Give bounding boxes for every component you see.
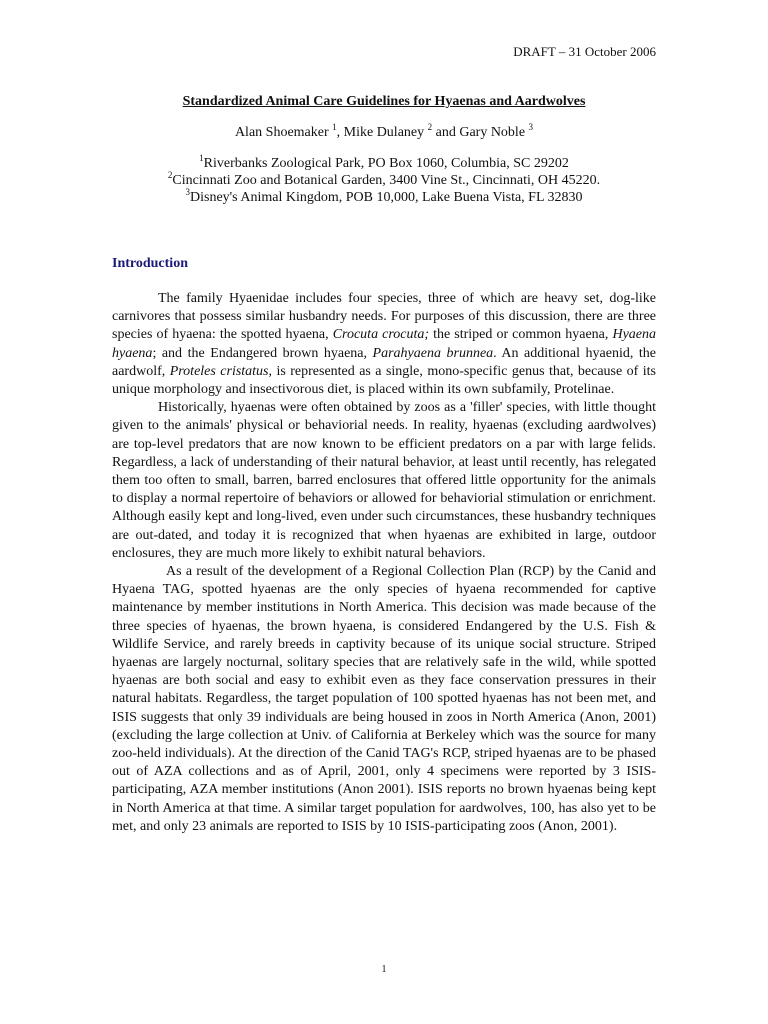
affiliation-marker: 1 <box>199 153 204 163</box>
affiliation-list <box>0 155 768 206</box>
author-line <box>0 124 768 141</box>
title-block <box>0 94 768 206</box>
paragraph <box>112 290 656 399</box>
author-affiliation-marker: 1 <box>332 122 337 132</box>
species-name: Hyaena hyaena <box>112 327 656 361</box>
affiliation-text: Riverbanks Zoological Park, PO Box 1060, Columbia, SC 29202 <box>203 156 569 171</box>
author-name: and Gary Noble <box>432 125 529 140</box>
species-name: Crocuta crocuta; <box>332 327 430 343</box>
paragraph-text: the striped or common hyaena, <box>429 327 613 343</box>
species-name: Proteles cristatus <box>169 363 269 379</box>
section-heading: Introduction <box>112 256 188 271</box>
draft-date-header: DRAFT – 31 October 2006 <box>513 44 656 59</box>
affiliation-marker: 3 <box>185 187 190 197</box>
page-number: 1 <box>381 964 387 975</box>
paragraph-text: The family Hyaenidae includes four species, three of which are heavy set, dog-like carnivores that possess similar husbandry needs. For purposes of this discussion, there are three species of hyaena: the spotted hyaena, <box>112 291 656 343</box>
species-name: Parahyaena brunnea <box>372 345 494 361</box>
paragraph-text: . An additional hyaenid, the aardwolf, <box>112 345 657 379</box>
author-name: , Mike Dulaney <box>336 125 428 140</box>
affiliation-text: Disney's Animal Kingdom, POB 10,000, Lake Buena Vista, FL 32830 <box>190 190 583 205</box>
body-text <box>112 290 656 836</box>
affiliation-line <box>0 189 768 206</box>
affiliation-text: Cincinnati Zoo and Botanical Garden, 3400 Vine St., Cincinnati, OH 45220. <box>172 173 601 188</box>
author-affiliation-marker: 3 <box>528 122 534 132</box>
affiliation-marker: 2 <box>167 170 173 180</box>
document-title: Standardized Animal Care Guidelines for Hyaenas and Aardwolves <box>182 94 586 109</box>
author-name: Alan Shoemaker <box>234 125 333 140</box>
affiliation-line <box>0 155 768 172</box>
affiliation-line <box>0 172 768 189</box>
paragraph-text: , is represented as a single, mono-specific genus that, because of its unique morphology and insectivorous diet, is placed within its own subfamily, Protelinae. <box>112 363 656 398</box>
paragraph-text: ; and the Endangered brown hyaena, <box>152 345 373 361</box>
paragraph: As a result of the development of a Regional Collection Plan (RCP) by the Canid and Hyaena TAG, spotted hyaenas are the only species of hyaena recommended for captive maintenance by member institutions in North America. This decision was made because of the three species of hyaenas, the brown hyaena, is considered Endangered by the U.S. Fish & Wildlife Service, and rarely breeds in captivity because of its unique social structure. Striped hyaenas are largely nocturnal, solitary species that are relatively safe in the wild, while spotted hyaenas are both social and easy to exhibit even as they face conservation pressures in their natural habitats. Regardless, the target population of 100 spotted hyaenas has not been met, and ISIS suggests that only 39 individuals are being housed in zoos in North America (Anon, 2001) (excluding the large collection at Univ. of California at Berkeley which was the source for many zoo-held individuals). At the direction of the Canid TAG's RCP, striped hyaenas are to be phased out of AZA collections and as of April, 2001, only 4 specimens were reported by 3 ISIS-participating, AZA member institutions (Anon 2001). ISIS reports no brown hyaenas being kept in North America at that time. A similar target population for aardwolves, 100, has also yet to be met, and only 23 animals are reported to ISIS by 10 ISIS-participating zoos (Anon, 2001). <box>112 564 656 834</box>
author-affiliation-marker: 2 <box>427 122 433 132</box>
paragraph: Historically, hyaenas were often obtained by zoos as a 'filler' species, with little thought given to the animals' physical or behaviorial needs. In reality, hyaenas (excluding aardwolves) are top-level predators that are now known to be efficient predators on a par with large felids. Regardless, a lack of understanding of their natural behavior, at least until recently, has relegated them too often to small, barren, barred enclosures that offered little opportunity for the animals to display a normal repertoire of behaviors or allowed for behaviorial stimulation or enrichment. Although easily kept and long-lived, even under such circumstances, these husbandry techniques are out-dated, and today it is recognized that when hyaenas are exhibited in large, outdoor enclosures, they are much more likely to exhibit natural behaviors. <box>112 400 656 561</box>
